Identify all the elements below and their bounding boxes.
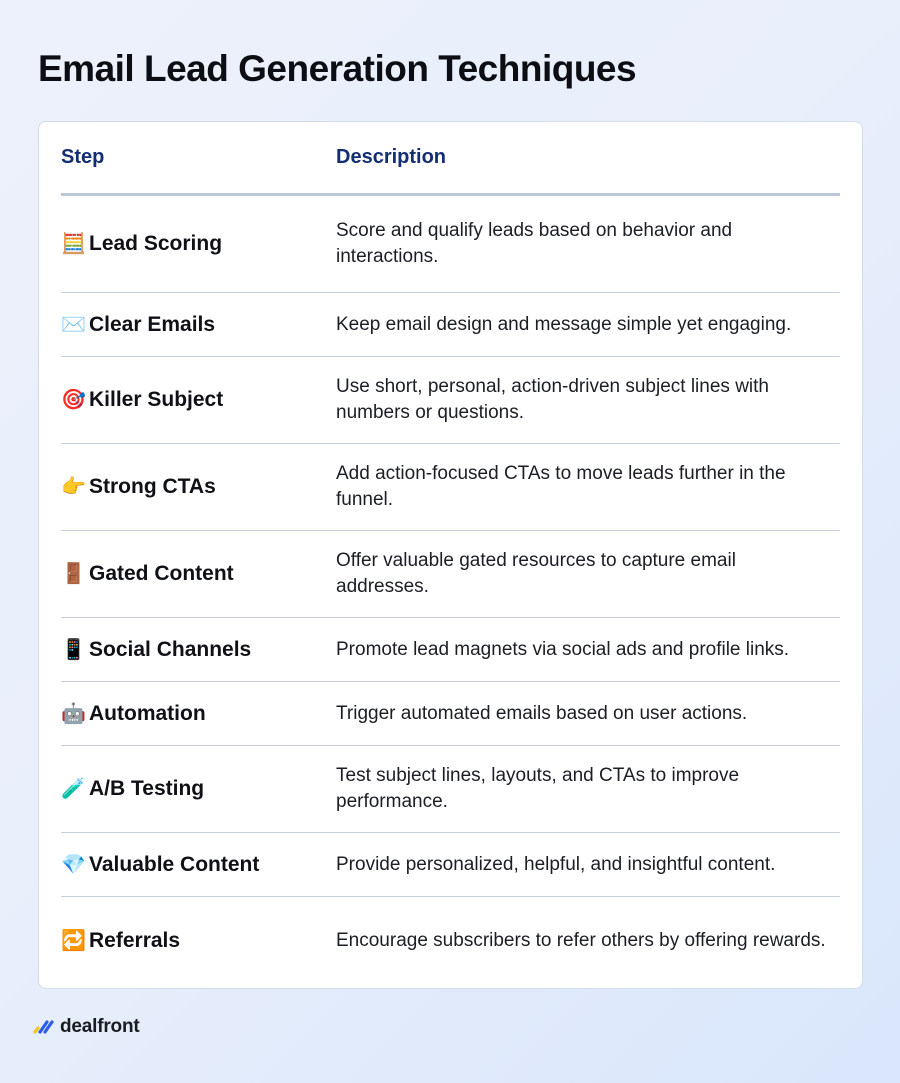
step-description: Keep email design and message simple yet engaging. <box>336 313 792 335</box>
dealfront-logo-icon <box>33 1015 57 1039</box>
step-label: Strong CTAs <box>89 475 216 498</box>
step-label: Valuable Content <box>89 852 260 876</box>
envelope-icon: ✉️ <box>61 313 86 336</box>
table-header <box>61 122 840 196</box>
robot-icon: 🤖 <box>61 702 86 725</box>
dealfront-logo <box>33 1015 139 1039</box>
table-row <box>61 444 840 531</box>
step-description: Test subject lines, layouts, and CTAs to improve performance. <box>336 765 740 812</box>
mobile-phone-icon: 📱 <box>61 638 86 661</box>
gem-icon: 💎 <box>61 853 86 876</box>
step-label: Referrals <box>89 928 181 952</box>
test-tube-icon: 🧪 <box>61 778 86 800</box>
target-icon: 🎯 <box>61 389 86 411</box>
step-description: Encourage subscribers to refer others by offering rewards. <box>336 929 826 951</box>
table-row <box>61 293 840 357</box>
table-row <box>61 897 840 984</box>
table-row <box>61 531 840 618</box>
step-label: Killer Subject <box>89 388 224 411</box>
table-row <box>61 746 840 833</box>
step-description: Promote lead magnets via social ads and profile links. <box>336 638 790 660</box>
step-description: Add action-focused CTAs to move leads further in the funnel. <box>336 463 786 510</box>
table-row <box>61 196 840 293</box>
door-icon: 🚪 <box>61 563 86 585</box>
step-label: Gated Content <box>89 562 234 585</box>
step-label: Social Channels <box>89 637 252 661</box>
repeat-arrows-icon: 🔁 <box>61 929 86 952</box>
step-label: Lead Scoring <box>89 232 223 255</box>
table-row <box>61 833 840 897</box>
step-label: A/B Testing <box>89 777 205 800</box>
brand-name: dealfront <box>60 1016 140 1037</box>
step-description: Trigger automated emails based on user actions. <box>336 702 748 724</box>
step-label: Automation <box>89 701 206 725</box>
step-label: Clear Emails <box>89 312 216 336</box>
page-title: Email Lead Generation Techniques <box>38 48 637 89</box>
step-description: Use short, personal, action-driven subject lines with numbers or questions. <box>336 376 769 423</box>
header-step: Step <box>61 146 105 168</box>
step-description: Score and qualify leads based on behavior and interactions. <box>336 220 733 267</box>
pointing-hand-icon: 👉 <box>61 476 86 498</box>
techniques-table <box>38 121 863 989</box>
table-row <box>61 682 840 746</box>
header-description: Description <box>336 146 447 168</box>
table-row <box>61 357 840 444</box>
table-row <box>61 618 840 682</box>
step-description: Offer valuable gated resources to capture email addresses. <box>336 550 736 597</box>
abacus-icon: 🧮 <box>61 233 86 255</box>
step-description: Provide personalized, helpful, and insightful content. <box>336 853 776 875</box>
